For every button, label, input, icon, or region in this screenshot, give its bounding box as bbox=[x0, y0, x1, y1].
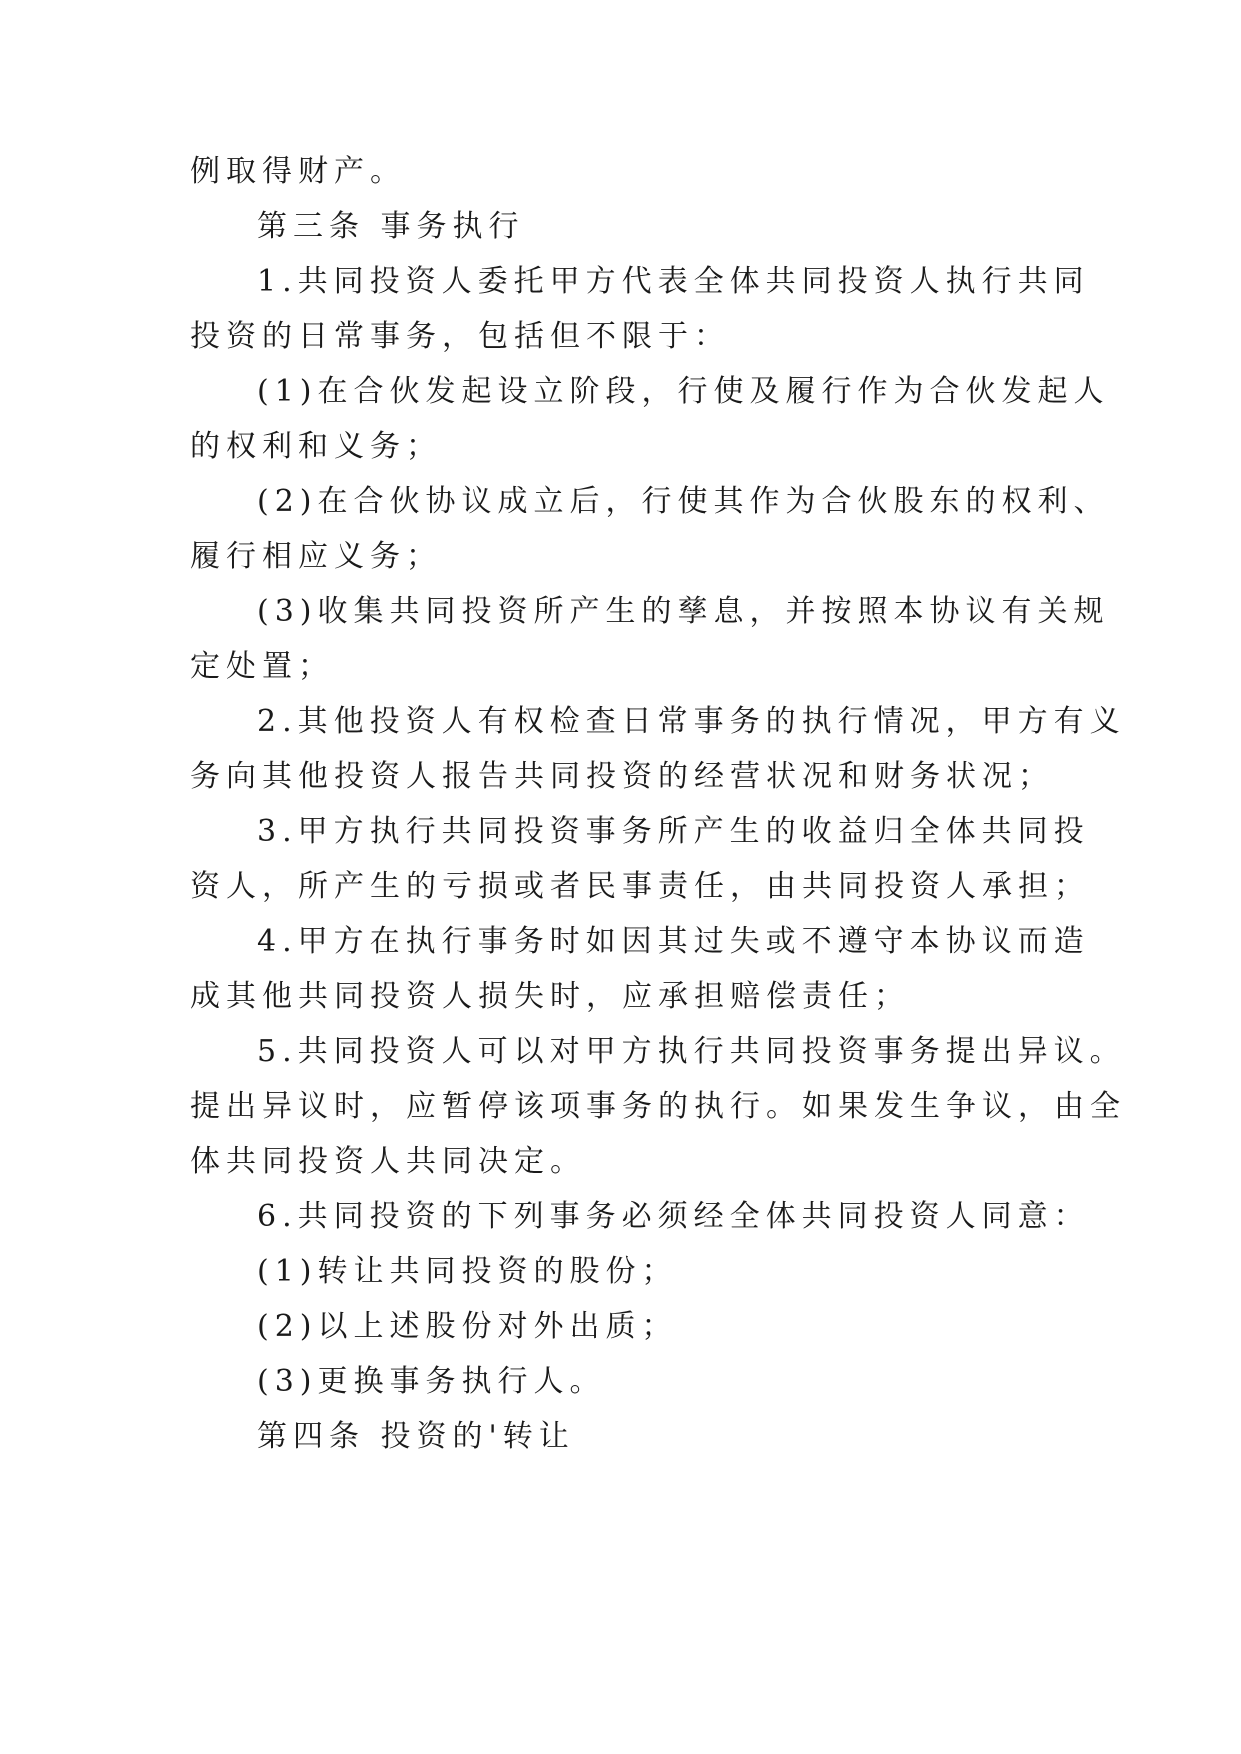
section-heading: 第三条 事务执行 bbox=[257, 209, 525, 244]
text-line: 体共同投资人共同决定。 bbox=[190, 1144, 586, 1179]
text-line: 5.共同投资人可以对甲方执行共同投资事务提出异议。 bbox=[257, 1034, 1126, 1069]
text-line: 投资的日常事务，包括但不限于： bbox=[190, 319, 730, 354]
text-line: (1)转让共同投资的股份； bbox=[257, 1254, 678, 1289]
text-line: 定处置； bbox=[190, 649, 334, 684]
text-line: 例取得财产。 bbox=[190, 154, 406, 189]
text-line: 4.甲方在执行事务时如因其过失或不遵守本协议而造 bbox=[257, 924, 1090, 959]
text-line: (2)以上述股份对外出质； bbox=[257, 1309, 678, 1344]
text-line: (1)在合伙发起设立阶段，行使及履行作为合伙发起人 bbox=[257, 374, 1110, 409]
text-line: 成其他共同投资人损失时，应承担赔偿责任； bbox=[190, 979, 910, 1014]
text-line: (3)收集共同投资所产生的孳息，并按照本协议有关规 bbox=[257, 594, 1110, 629]
text-line: 资人，所产生的亏损或者民事责任，由共同投资人承担； bbox=[190, 869, 1090, 904]
text-line: (2)在合伙协议成立后，行使其作为合伙股东的权利、 bbox=[257, 484, 1110, 519]
text-line: 2.其他投资人有权检查日常事务的执行情况，甲方有义 bbox=[257, 704, 1126, 739]
text-line: 6.共同投资的下列事务必须经全体共同投资人同意： bbox=[257, 1199, 1090, 1234]
section-heading: 第四条 投资的'转让 bbox=[257, 1419, 575, 1454]
text-line: 履行相应义务； bbox=[190, 539, 442, 574]
text-line: (3)更换事务执行人。 bbox=[257, 1364, 606, 1399]
text-line: 务向其他投资人报告共同投资的经营状况和财务状况； bbox=[190, 759, 1054, 794]
text-line: 1.共同投资人委托甲方代表全体共同投资人执行共同 bbox=[257, 264, 1090, 299]
text-line: 的权利和义务； bbox=[190, 429, 442, 464]
text-line: 提出异议时，应暂停该项事务的执行。如果发生争议，由全 bbox=[190, 1089, 1126, 1124]
text-line: 3.甲方执行共同投资事务所产生的收益归全体共同投 bbox=[257, 814, 1090, 849]
